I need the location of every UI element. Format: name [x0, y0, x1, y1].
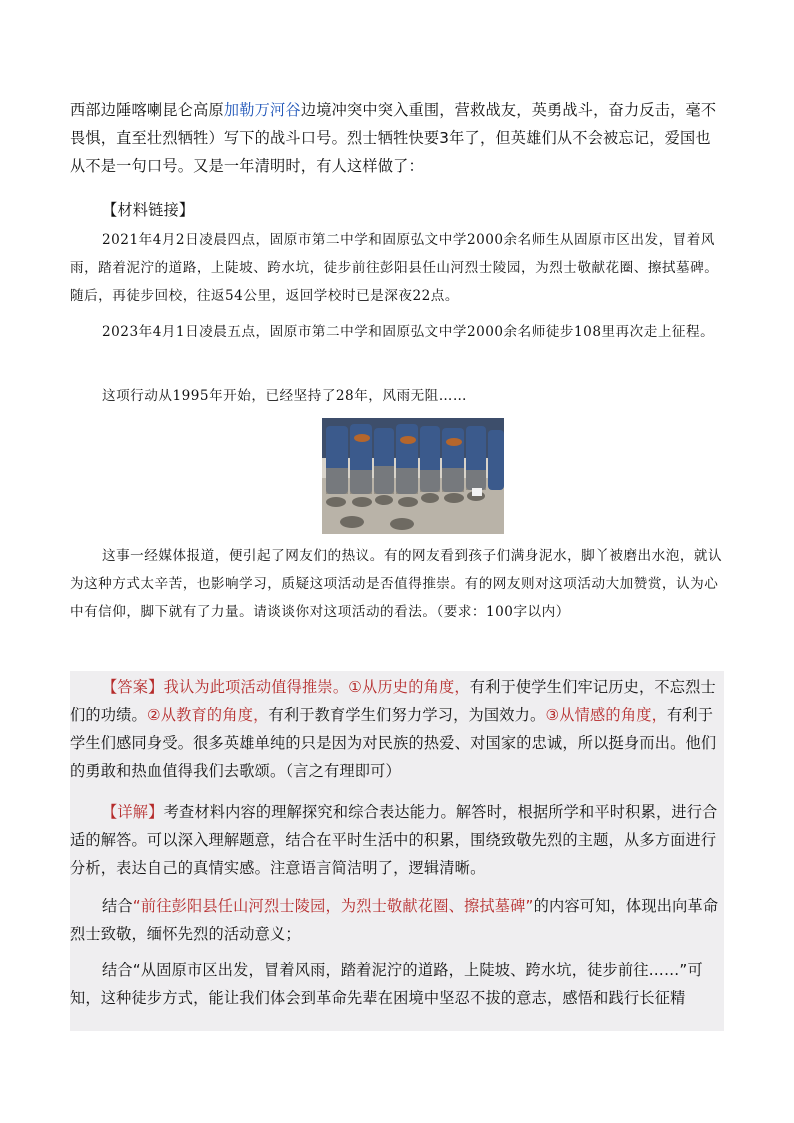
explain-paragraph-2	[70, 892, 724, 948]
intro-place: 加勒万河谷	[223, 101, 301, 119]
intro-text-2: 边境冲突中突入重围，营救战友，英勇战斗，奋力反击，毫不畏惧，直至壮烈牺牲）写下的战斗口号。烈士牺牲快要3年了，但英雄们从不会被忘记，爱国也从不是一句口号。又是一年清明时，有人这样做了：	[70, 101, 717, 175]
answer-paragraph	[70, 673, 724, 785]
students-photo	[322, 418, 504, 534]
question-text: 这事一经媒体报道，便引起了网友们的热议。有的网友看到孩子们满身泥水，脚丫被磨出水泡，就认为这种方式太辛苦，也影响学习，质疑这项活动是否值得推崇。有的网友则对这项活动大加赞赏，认为心中有信仰，脚下就有了力量。请谈谈你对这项活动的看法。（要求：100字以内）	[70, 548, 723, 620]
intro-text-1: 西部边陲喀喇昆仑高原	[70, 101, 224, 119]
answer-point-1-label: ①从历史的角度，	[348, 678, 470, 696]
explain-paragraph-3	[70, 956, 724, 1016]
material-paragraph-1	[70, 226, 724, 310]
intro-paragraph	[70, 96, 724, 180]
answer-lead: 我认为此项活动值得推崇。	[163, 678, 349, 696]
answer-point-3-text: 有利于学生们感同身受。很多英雄单纯的只是因为对民族的热爱、对国家的忠诚，所以挺身而出。他们的勇敢和热血值得我们去歌颂。（言之有理即可）	[70, 706, 717, 780]
students-photo-illustration	[322, 418, 504, 534]
material-heading-text: 【材料链接】	[102, 201, 195, 219]
material-p3: 这项行动从1995年开始，已经坚持了28年，风雨无阻……	[102, 388, 467, 404]
material-paragraph-3	[70, 382, 724, 410]
answer-point-3-label: ③从情感的角度，	[545, 706, 667, 724]
answer-point-2-label: ②从教育的角度，	[146, 706, 269, 724]
explain-paragraph	[70, 798, 724, 882]
explain-label: 【详解】	[102, 803, 164, 821]
explain-text: 考查材料内容的理解探究和综合表达能力。解答时，根据所学和平时积累，进行合适的解答。可以深入理解题意，结合在平时生活中的积累，围绕致敬先烈的主题，从多方面进行分析，表达自己的真情实感。注意语言简洁明了，逻辑清晰。	[70, 803, 718, 877]
explain-p2-post: 的内容可知，体现出向革命烈士致敬，缅怀先烈的活动意义；	[70, 897, 719, 943]
explain-p2-pre: 结合	[102, 897, 133, 915]
material-p1: 2021年4月2日凌晨四点，固原市第二中学和固原弘文中学2000余名师生从固原市区出发，冒着风雨，踏着泥泞的道路，上陡坡、跨水坑，徒步前往彭阳县任山河烈士陵园，为烈士敬献花圈、擦拭墓碑。随后，再徒步回校，往返54公里，返回学校时已是深夜22点。	[70, 232, 719, 304]
material-p2: 2023年4月1日凌晨五点，固原市第二中学和固原弘文中学2000余名师徒步108里再次走上征程。	[102, 324, 715, 340]
explain-p2-quote: “前往彭阳县任山河烈士陵园，为烈士敬献花圈、擦拭墓碑”	[132, 897, 534, 915]
answer-label: 【答案】	[102, 678, 164, 696]
explain-p3: 结合“从固原市区出发，冒着风雨，踏着泥泞的道路，上陡坡、跨水坑，徒步前往……”可知，这种徒步方式，能让我们体会到革命先辈在困境中坚忍不拔的意志，感悟和践行长征精	[70, 961, 703, 1007]
question-paragraph	[70, 542, 724, 626]
answer-point-1-text: 有利于使学生们牢记历史，不忘烈士们的功绩。	[70, 678, 716, 724]
material-heading	[70, 196, 724, 224]
answer-point-2-text: 有利于教育学生们努力学习，为国效力。	[268, 706, 546, 724]
material-paragraph-2	[70, 318, 724, 346]
